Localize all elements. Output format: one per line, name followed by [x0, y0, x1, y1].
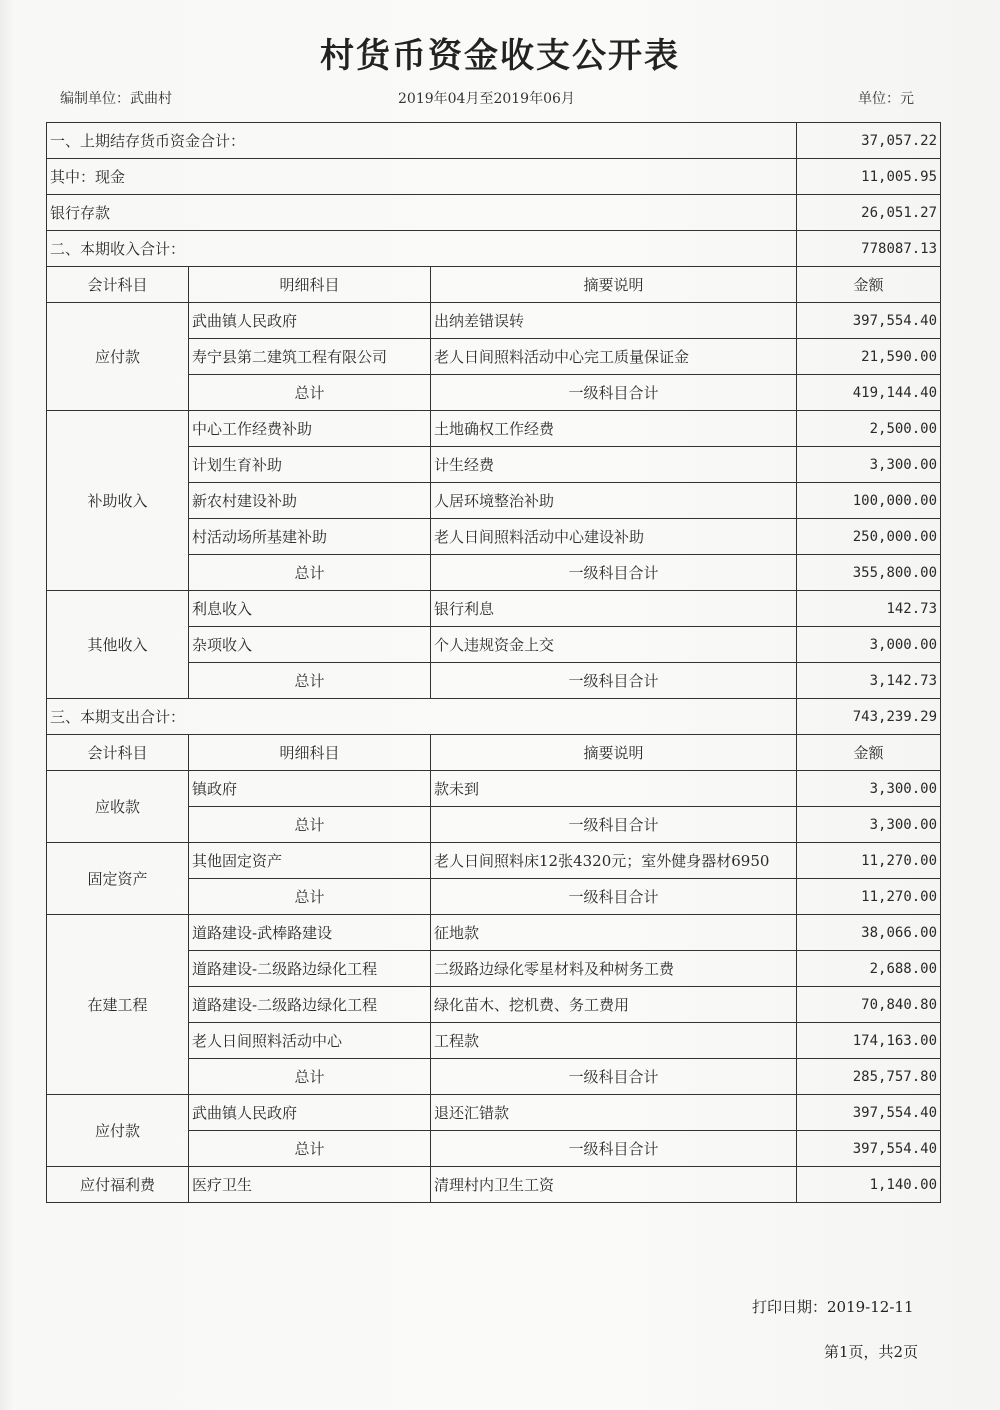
income-col-subject: 会计科目 — [47, 267, 189, 303]
amount-cell: 3,300.00 — [797, 771, 941, 807]
detail-cell: 杂项收入 — [189, 627, 431, 663]
note-cell: 二级路边绿化零星材料及种树务工费 — [431, 951, 797, 987]
note-cell: 老人日间照料活动中心完工质量保证金 — [431, 339, 797, 375]
income-total-row — [47, 231, 941, 267]
subtotal-amount: 3,142.73 — [797, 663, 941, 699]
income-total-label: 二、本期收入合计： — [47, 231, 797, 267]
fund-report-table — [46, 122, 941, 1203]
detail-cell: 镇政府 — [189, 771, 431, 807]
detail-cell: 武曲镇人民政府 — [189, 303, 431, 339]
subtotal-label: 总计 — [189, 375, 431, 411]
subtotal-label: 总计 — [189, 663, 431, 699]
subtotal-note: 一级科目合计 — [431, 375, 797, 411]
note-cell: 老人日间照料床12张4320元；室外健身器材6950 — [431, 843, 797, 879]
detail-cell: 武曲镇人民政府 — [189, 1095, 431, 1131]
cash-row — [47, 159, 941, 195]
detail-cell: 利息收入 — [189, 591, 431, 627]
opening-balance-row — [47, 123, 941, 159]
detail-cell: 新农村建设补助 — [189, 483, 431, 519]
detail-cell: 老人日间照料活动中心 — [189, 1023, 431, 1059]
amount-cell: 3,000.00 — [797, 627, 941, 663]
expense-col-note: 摘要说明 — [431, 735, 797, 771]
income-col-note: 摘要说明 — [431, 267, 797, 303]
bank-row — [47, 195, 941, 231]
detail-cell: 寿宁县第二建筑工程有限公司 — [189, 339, 431, 375]
subject-cell: 应付款 — [47, 303, 189, 411]
subtotal-label: 总计 — [189, 555, 431, 591]
note-cell: 绿化苗木、挖机费、务工费用 — [431, 987, 797, 1023]
note-cell: 银行利息 — [431, 591, 797, 627]
income-col-amount: 金额 — [797, 267, 941, 303]
detail-cell: 道路建设-二级路边绿化工程 — [189, 951, 431, 987]
detail-cell: 医疗卫生 — [189, 1167, 431, 1203]
income-col-detail: 明细科目 — [189, 267, 431, 303]
subtotal-label: 总计 — [189, 879, 431, 915]
page-indicator: 第1页，共2页 — [824, 1343, 919, 1361]
amount-cell: 70,840.80 — [797, 987, 941, 1023]
income-column-header-row — [47, 267, 941, 303]
subtotal-label: 总计 — [189, 1059, 431, 1095]
subtotal-amount: 397,554.40 — [797, 1131, 941, 1167]
amount-cell: 142.73 — [797, 591, 941, 627]
subtotal-note: 一级科目合计 — [431, 1131, 797, 1167]
page-title: 村货币资金收支公开表 — [320, 36, 680, 76]
table-row — [47, 411, 941, 447]
expense-col-amount: 金额 — [797, 735, 941, 771]
detail-cell: 计划生育补助 — [189, 447, 431, 483]
subtotal-label: 总计 — [189, 807, 431, 843]
subtotal-amount: 285,757.80 — [797, 1059, 941, 1095]
opening-balance-label: 一、上期结存货币资金合计： — [47, 123, 797, 159]
detail-cell: 中心工作经费补助 — [189, 411, 431, 447]
subtotal-note: 一级科目合计 — [431, 663, 797, 699]
currency-unit: 单位：元 — [858, 91, 914, 107]
amount-cell: 250,000.00 — [797, 519, 941, 555]
note-cell: 个人违规资金上交 — [431, 627, 797, 663]
subject-cell: 补助收入 — [47, 411, 189, 591]
subtotal-amount: 355,800.00 — [797, 555, 941, 591]
report-period: 2019年04月至2019年06月 — [398, 91, 575, 107]
detail-cell: 道路建设-武棒路建设 — [189, 915, 431, 951]
subtotal-note: 一级科目合计 — [431, 879, 797, 915]
table-row — [47, 915, 941, 951]
amount-cell: 397,554.40 — [797, 1095, 941, 1131]
subtotal-note: 一级科目合计 — [431, 807, 797, 843]
table-row — [47, 1095, 941, 1131]
subject-cell: 应付福利费 — [47, 1167, 189, 1203]
subject-cell: 固定资产 — [47, 843, 189, 915]
subject-cell: 其他收入 — [47, 591, 189, 699]
table-row — [47, 1167, 941, 1203]
subject-cell: 应付款 — [47, 1095, 189, 1167]
note-cell: 征地款 — [431, 915, 797, 951]
expense-col-subject: 会计科目 — [47, 735, 189, 771]
subtotal-note: 一级科目合计 — [431, 555, 797, 591]
table-row — [47, 843, 941, 879]
compiling-unit: 编制单位：武曲村 — [60, 91, 172, 107]
amount-cell: 11,270.00 — [797, 843, 941, 879]
amount-cell: 38,066.00 — [797, 915, 941, 951]
amount-cell: 174,163.00 — [797, 1023, 941, 1059]
subject-cell: 应收款 — [47, 771, 189, 843]
amount-cell: 2,500.00 — [797, 411, 941, 447]
table-row — [47, 303, 941, 339]
amount-cell: 3,300.00 — [797, 447, 941, 483]
subtotal-note: 一级科目合计 — [431, 1059, 797, 1095]
note-cell: 款未到 — [431, 771, 797, 807]
cash-amount: 11,005.95 — [797, 159, 941, 195]
subtotal-amount: 11,270.00 — [797, 879, 941, 915]
table-row — [47, 591, 941, 627]
note-cell: 出纳差错误转 — [431, 303, 797, 339]
note-cell: 退还汇错款 — [431, 1095, 797, 1131]
note-cell: 土地确权工作经费 — [431, 411, 797, 447]
expense-total-amount: 743,239.29 — [797, 699, 941, 735]
amount-cell: 1,140.00 — [797, 1167, 941, 1203]
bank-label: 银行存款 — [47, 195, 797, 231]
subtotal-amount: 419,144.40 — [797, 375, 941, 411]
subtotal-amount: 3,300.00 — [797, 807, 941, 843]
subject-cell: 在建工程 — [47, 915, 189, 1095]
bank-amount: 26,051.27 — [797, 195, 941, 231]
detail-cell: 道路建设-二级路边绿化工程 — [189, 987, 431, 1023]
amount-cell: 397,554.40 — [797, 303, 941, 339]
expense-col-detail: 明细科目 — [189, 735, 431, 771]
amount-cell: 21,590.00 — [797, 339, 941, 375]
cash-label: 其中：现金 — [47, 159, 797, 195]
income-total-amount: 778087.13 — [797, 231, 941, 267]
table-row — [47, 771, 941, 807]
detail-cell: 其他固定资产 — [189, 843, 431, 879]
note-cell: 计生经费 — [431, 447, 797, 483]
detail-cell: 村活动场所基建补助 — [189, 519, 431, 555]
expense-total-label: 三、本期支出合计： — [47, 699, 797, 735]
note-cell: 工程款 — [431, 1023, 797, 1059]
note-cell: 清理村内卫生工资 — [431, 1167, 797, 1203]
print-date: 打印日期：2019-12-11 — [752, 1298, 914, 1316]
expense-column-header-row — [47, 735, 941, 771]
note-cell: 人居环境整治补助 — [431, 483, 797, 519]
subtotal-label: 总计 — [189, 1131, 431, 1167]
amount-cell: 2,688.00 — [797, 951, 941, 987]
note-cell: 老人日间照料活动中心建设补助 — [431, 519, 797, 555]
expense-total-row — [47, 699, 941, 735]
amount-cell: 100,000.00 — [797, 483, 941, 519]
opening-balance-amount: 37,057.22 — [797, 123, 941, 159]
